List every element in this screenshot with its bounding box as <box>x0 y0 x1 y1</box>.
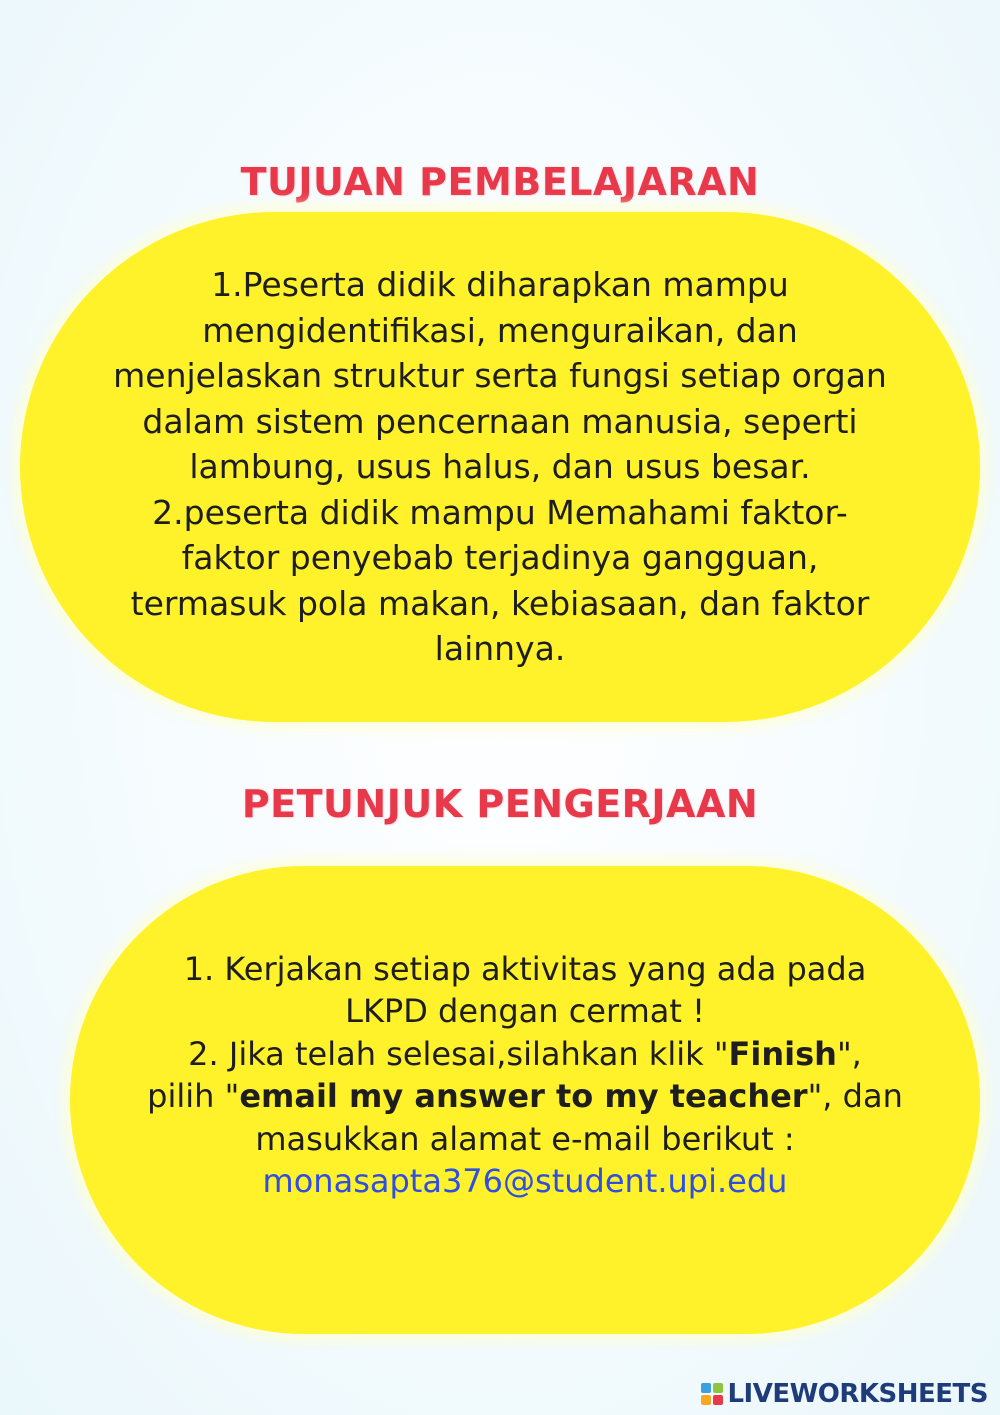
tujuan-line: menjelaskan struktur serta fungsi setiap organ <box>113 356 887 396</box>
email-option-keyword: email my answer to my teacher <box>239 1077 808 1115</box>
petunjuk-text-segment: ", dan <box>807 1077 903 1115</box>
tujuan-line: lainnya. <box>434 629 566 669</box>
petunjuk-line <box>147 1075 903 1118</box>
liveworksheets-branding <box>701 1379 988 1409</box>
liveworksheets-logo-icon <box>701 1383 723 1405</box>
liveworksheets-wordmark: LIVEWORKSHEETS <box>727 1379 988 1409</box>
finish-keyword: Finish <box>728 1034 837 1073</box>
tujuan-line: faktor penyebab terjadinya gangguan, <box>181 538 819 578</box>
petunjuk-text-segment: ", <box>836 1034 862 1073</box>
petunjuk-panel <box>70 866 980 1334</box>
tujuan-line: 1.Peserta didik diharapkan mampu <box>211 265 789 305</box>
tujuan-line: 2.peserta didik mampu Memahami faktor- <box>152 492 848 532</box>
petunjuk-line: LKPD dengan cermat ! <box>345 992 705 1030</box>
petunjuk-line <box>147 1033 903 1076</box>
tujuan-text <box>113 262 887 672</box>
logo-square <box>701 1383 711 1393</box>
tujuan-line: termasuk pola makan, kebiasaan, dan faktor <box>130 583 870 623</box>
logo-square <box>701 1395 711 1405</box>
tujuan-line: dalam sistem pencernaan manusia, seperti <box>142 401 858 441</box>
logo-square <box>713 1395 723 1405</box>
heading-petunjuk-pengerjaan: PETUNJUK PENGERJAAN <box>241 782 759 826</box>
petunjuk-text <box>147 948 903 1203</box>
logo-square <box>713 1383 723 1393</box>
petunjuk-text-segment: pilih " <box>147 1077 240 1115</box>
petunjuk-line: 1. Kerjakan setiap aktivitas yang ada pada <box>183 949 867 988</box>
tujuan-panel <box>20 212 980 722</box>
petunjuk-line: masukkan alamat e-mail berikut : <box>255 1119 795 1158</box>
tujuan-line: lambung, usus halus, dan usus besar. <box>189 447 811 487</box>
heading-tujuan-pembelajaran: TUJUAN PEMBELAJARAN <box>240 160 760 204</box>
petunjuk-text-segment: 2. Jika telah selesai,silahkan klik " <box>188 1034 729 1073</box>
tujuan-line: mengidentifikasi, menguraikan, dan <box>202 310 798 350</box>
teacher-email: monasapta376@student.upi.edu <box>262 1162 788 1200</box>
